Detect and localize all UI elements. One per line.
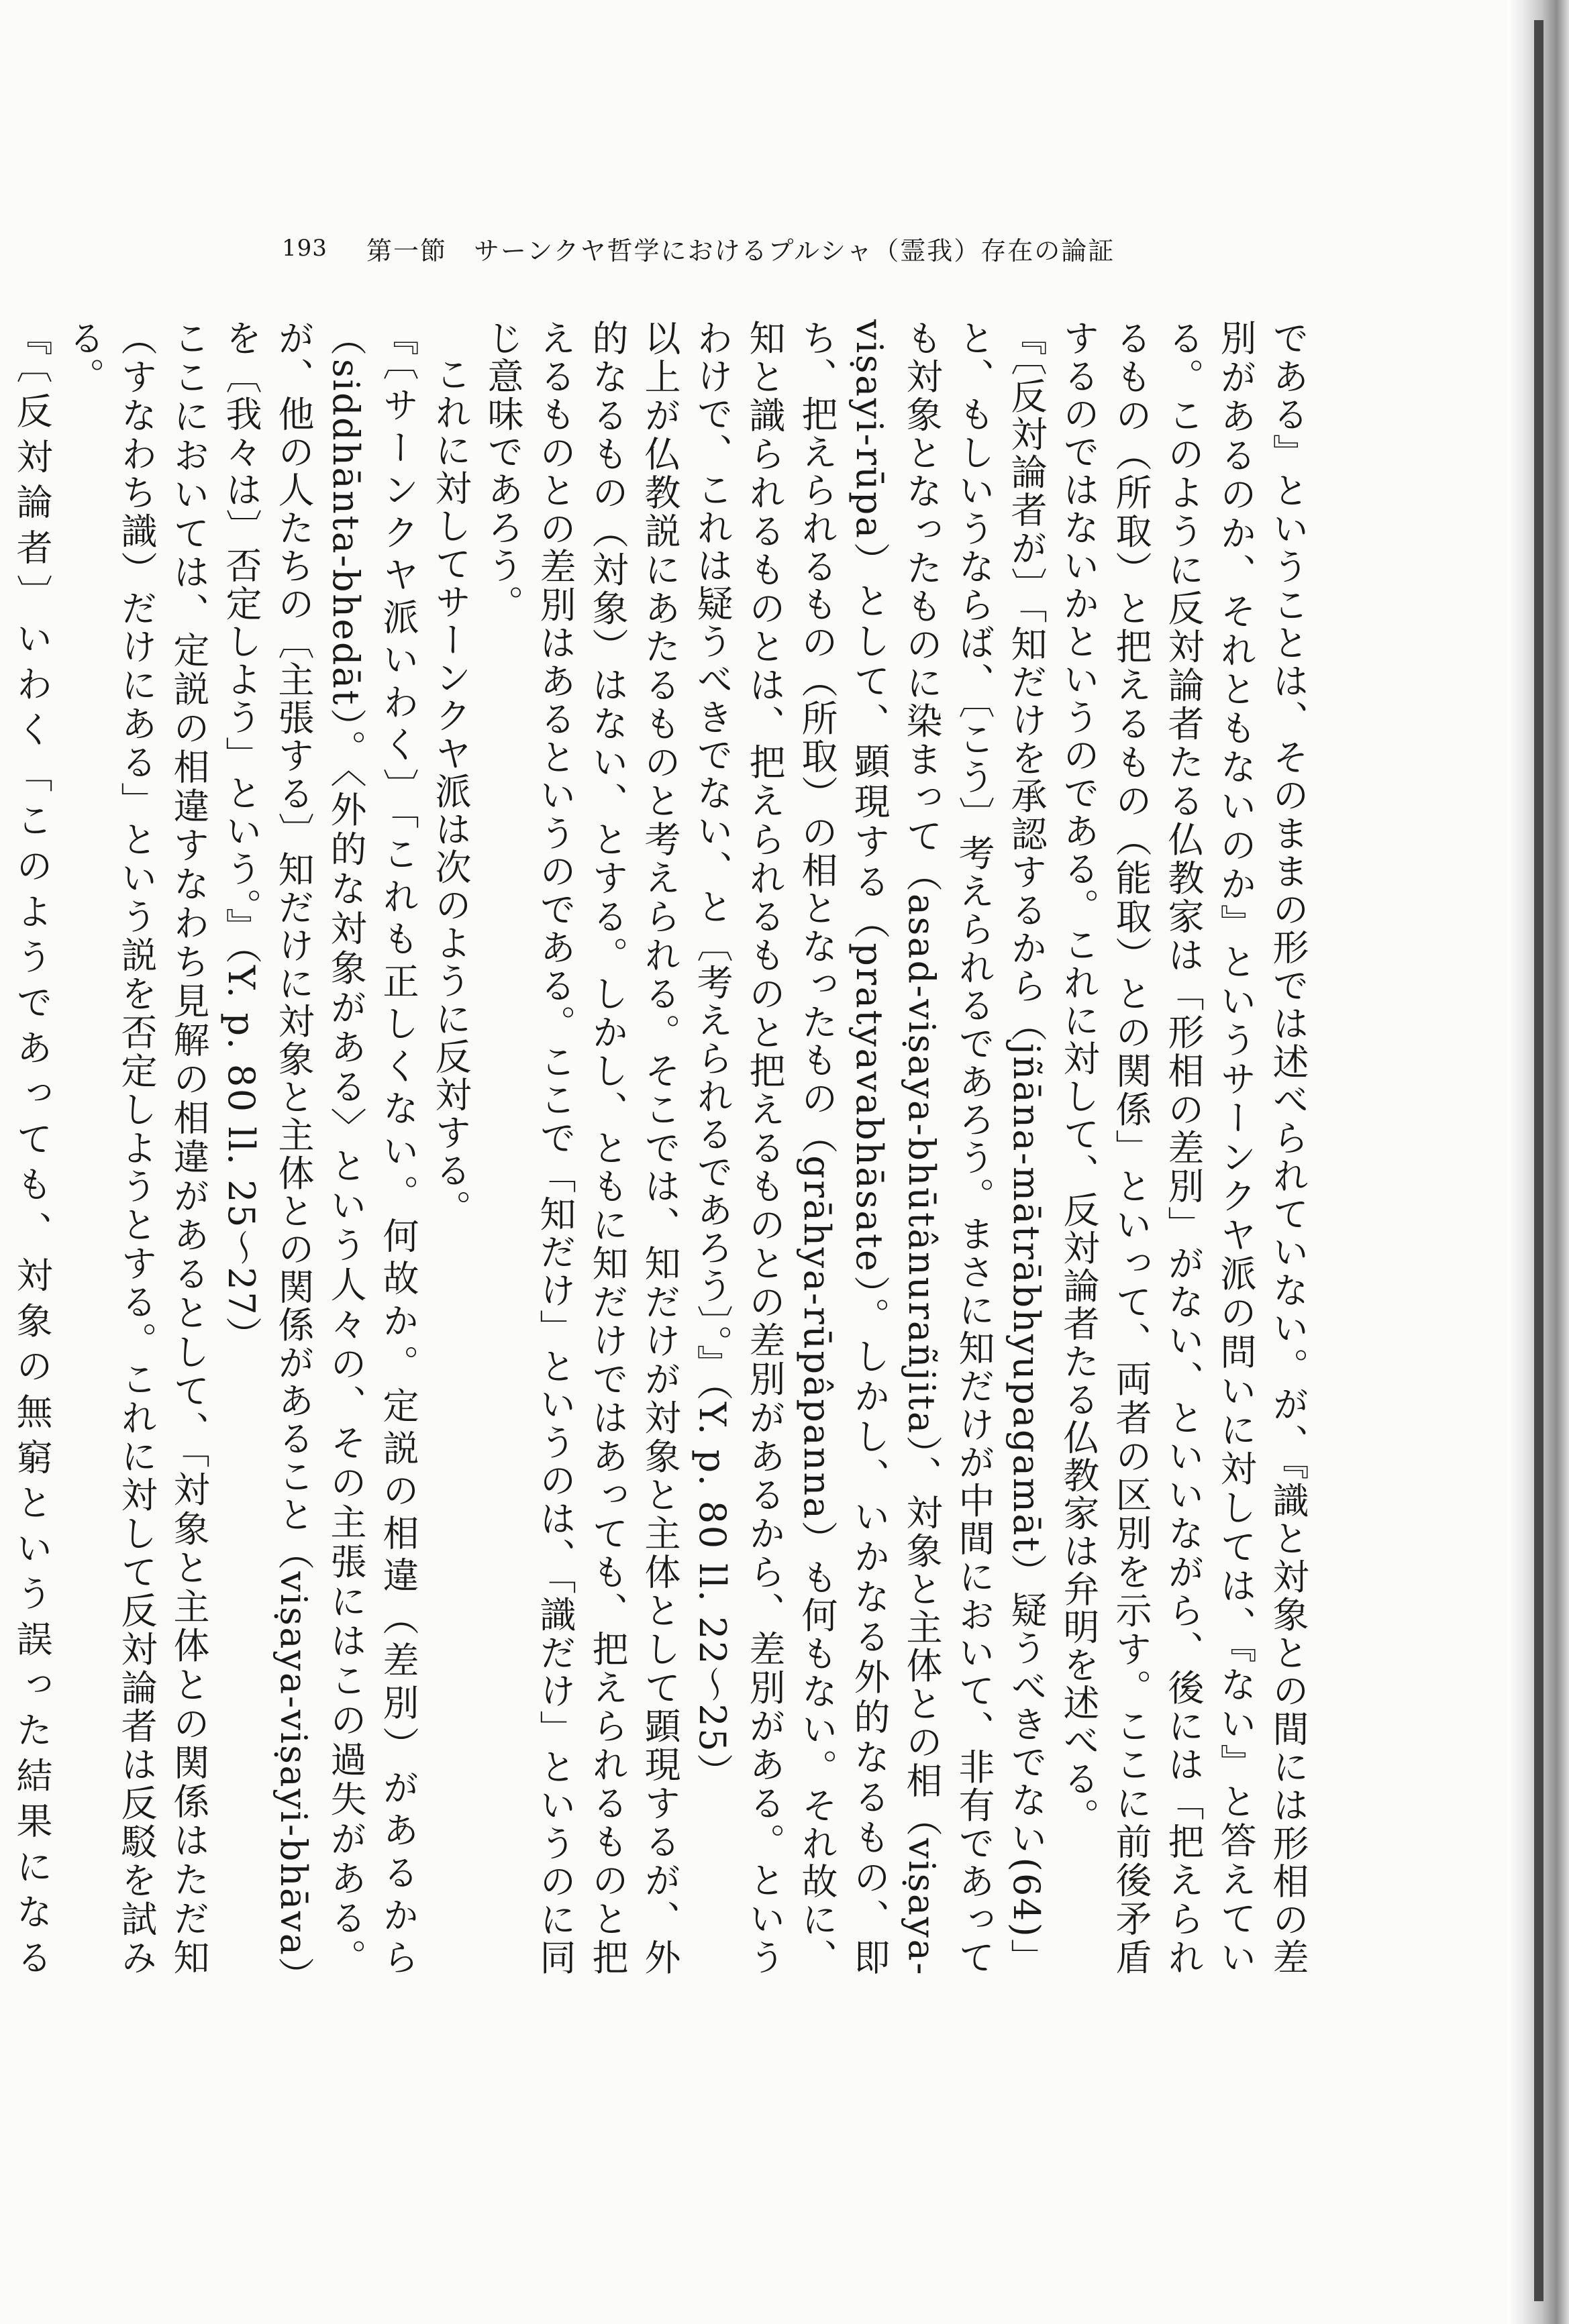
binding-edge-line xyxy=(1534,20,1543,2301)
paragraph-5-quotation: 『〔サーンクヤ派いわく〕「これも正しくない。何故か。定説の相違（差別）があるから（siddhānta-bhedāt）。〈外的な対象がある〉という人々の、その主張にはこの過失がある。が、他の人たちの〔主張する〕知だけに対象と主体との関係があること（viṣaya-viṣayi-bhāva）を〔我々は〕否定しよう」という。』（Y. p. 80 ll. 25〜27） xyxy=(220,319,419,1976)
paragraph-1: である』ということは、そのままの形では述べられていない。が、『識と対象との間には形相の差別があるのか、それともないのか』というサーンクヤ派の問いに対しては、『ない』と答えている。このように反対論者たる仏教家は「形相の差別」がない、といいながら、後には「把えられるもの（所取）と把えるもの（能取）との関係」といって、両者の区別を示す。ここに前後矛盾するのではないかというのである。これに対して、反対論者たる仏教家は弁明を述べる。 xyxy=(1058,319,1309,1977)
paragraph-7-quotation: 『〔反対論者〕いわく「このようであっても、対象の無窮という誤った結果になる xyxy=(11,319,53,1976)
paragraph-3: 以上が仏教説にあたるものと考えられる。そこでは、知だけが対象と主体として顕現するが、外的なるもの（対象）はない、とする。しかし、ともに知だけではあっても、把えられるものと把えるものとの差別はあるというのである。ここで「知だけ」というのは、「識だけ」というのに同じ意味であろう。 xyxy=(482,319,681,1976)
paragraph-4: これに対してサーンクヤ派は次のように反対する。 xyxy=(429,356,472,1228)
page-number: 193 xyxy=(282,235,327,262)
paragraph-6: ここにおいては、定説の相違すなわち見解の相違があるとして、「対象と主体との関係はただ知（すなわち識）だけにある」という説を否定しようとする。これに対して反対論者は反駁を試みる。 xyxy=(63,319,210,1977)
paragraph-2-quotation: 『〔反対論者が〕「知だけを承認するから（jñāna-mātrābhyupagamāt）疑うべきでない(64)」と、もしいうならば、〔こう〕考えられるであろう。まさに知だけが中間において、非有であっても対象となったものに染まって（asad-viṣaya-bhūtânurañjita）、対象と主体との相（viṣaya-viṣayi-rūpa）として、顕現する（pratyavabhāsate）。しかし、いかなる外的なるもの、即ち、把えられるもの（所取）の相となったもの（grāhya-rūpâpanna）も何もない。それ故に、知と識られるものとは、把えられるものと把えるものとの差別があるから、差別がある。というわけで、これは疑うべきでない、と〔考えられるであろう〕。』（Y. p. 80 ll. 22〜25） xyxy=(691,319,1048,1976)
body-text xyxy=(11,319,1314,1977)
running-header xyxy=(282,228,1115,268)
section-title: 第一節 サーンクヤ哲学におけるプルシャ（霊我）存在の論証 xyxy=(366,235,1115,266)
